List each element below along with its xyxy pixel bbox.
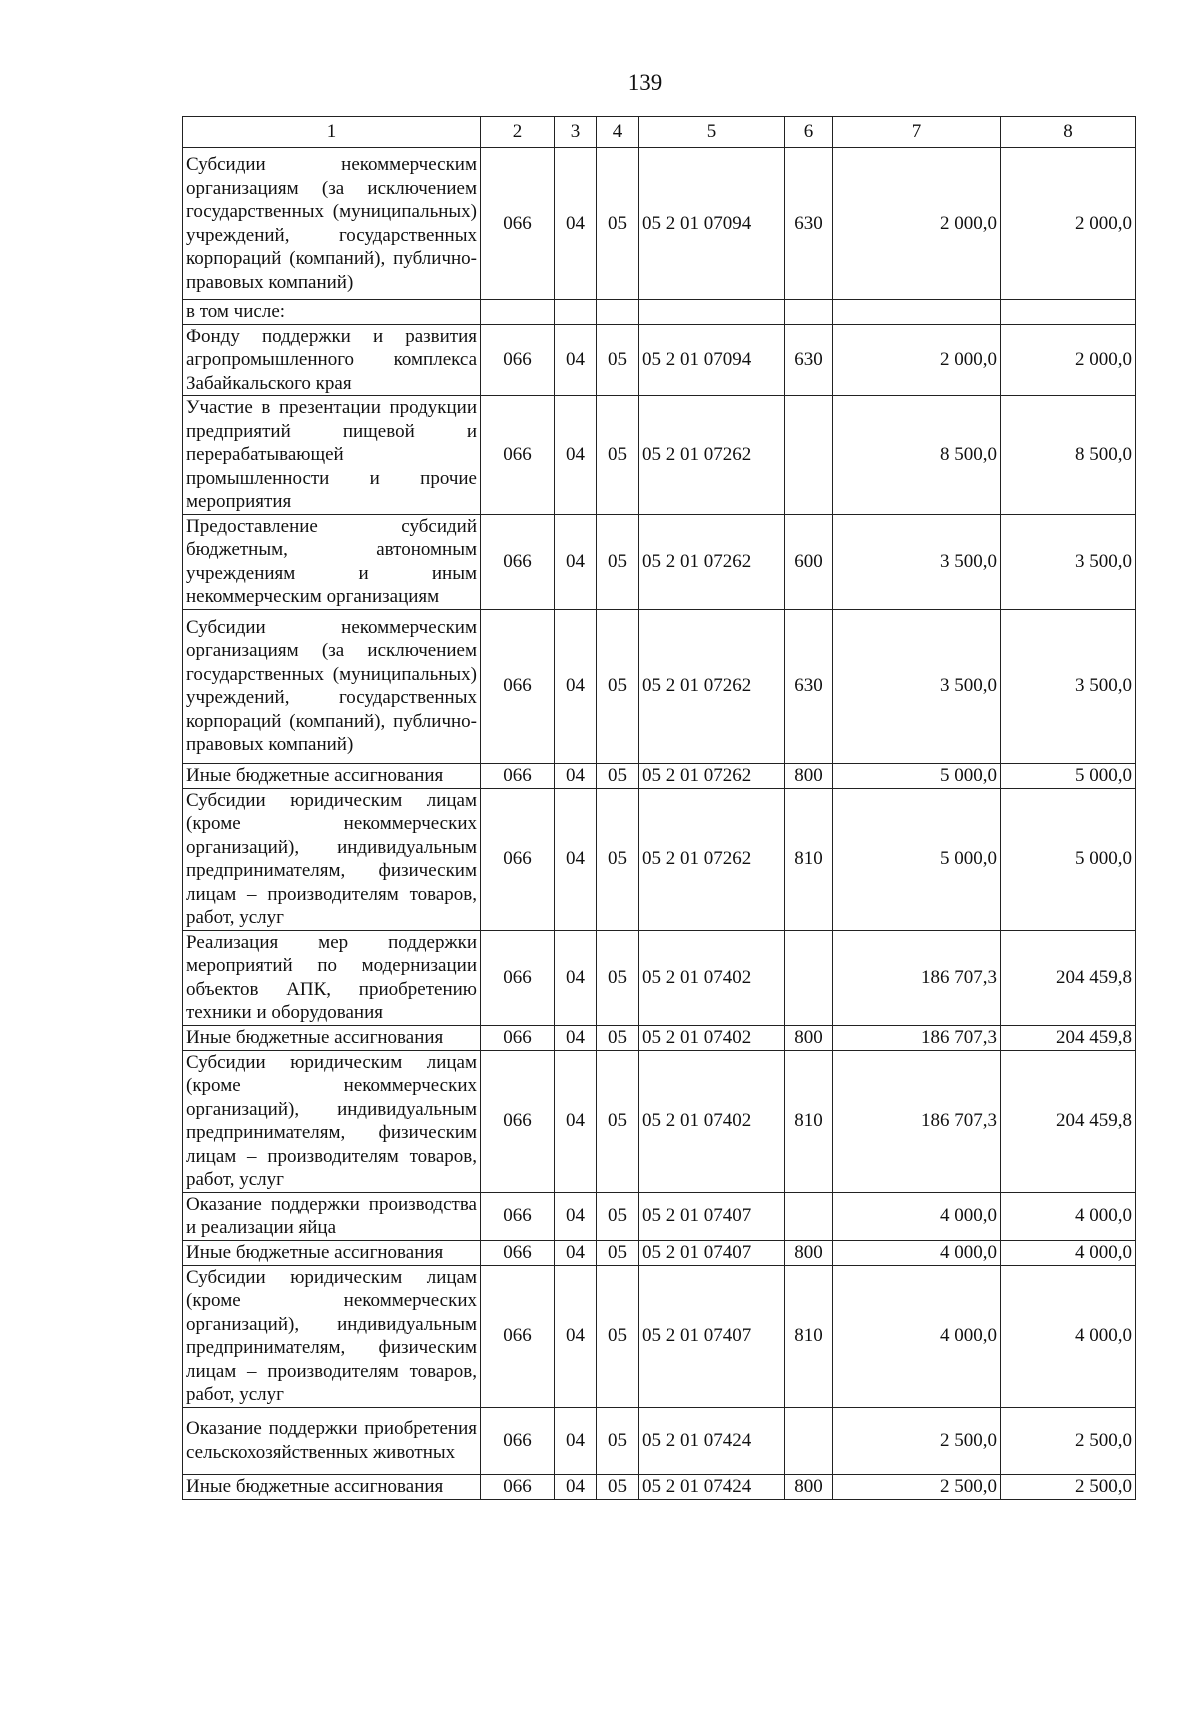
table-row xyxy=(183,324,1136,396)
cell-subsection: 05 xyxy=(597,148,639,300)
cell-target-article: 05 2 01 07094 xyxy=(639,324,785,396)
cell-section: 04 xyxy=(555,1050,597,1192)
cell-section: 04 xyxy=(555,324,597,396)
cell-ministry-code: 066 xyxy=(481,930,555,1025)
table-row xyxy=(183,396,1136,515)
cell-amount-year-2: 4 000,0 xyxy=(1001,1192,1136,1240)
table-row xyxy=(183,609,1136,763)
row-description: Субсидии некоммерческим организациям (за исключением государственных (муниципальных) учреждений, государственных корпораций (компаний), публично-правовых компаний) xyxy=(183,148,481,300)
table-row xyxy=(183,930,1136,1025)
column-header: 4 xyxy=(597,117,639,148)
row-description: Субсидии юридическим лицам (кроме некоммерческих организаций), индивидуальным предпринимателям, физическим лицам – производителям товаров, работ, услуг xyxy=(183,1265,481,1407)
table-row xyxy=(183,788,1136,930)
cell-amount-year-1: 2 500,0 xyxy=(833,1474,1001,1499)
row-description: Иные бюджетные ассигнования xyxy=(183,1240,481,1265)
cell-section: 04 xyxy=(555,763,597,788)
cell-amount-year-1: 186 707,3 xyxy=(833,1050,1001,1192)
cell-ministry-code xyxy=(481,300,555,325)
row-description: Субсидии юридическим лицам (кроме некоммерческих организаций), индивидуальным предпринимателям, физическим лицам – производителям товаров, работ, услуг xyxy=(183,1050,481,1192)
cell-ministry-code: 066 xyxy=(481,514,555,609)
cell-amount-year-2: 2 000,0 xyxy=(1001,324,1136,396)
cell-section: 04 xyxy=(555,1192,597,1240)
cell-ministry-code: 066 xyxy=(481,1407,555,1474)
cell-amount-year-1: 5 000,0 xyxy=(833,763,1001,788)
cell-expense-type: 810 xyxy=(785,1265,833,1407)
cell-target-article: 05 2 01 07402 xyxy=(639,1025,785,1050)
row-description: Иные бюджетные ассигнования xyxy=(183,763,481,788)
row-description: в том числе: xyxy=(183,300,481,325)
table-row xyxy=(183,514,1136,609)
column-header: 8 xyxy=(1001,117,1136,148)
cell-section: 04 xyxy=(555,930,597,1025)
cell-subsection: 05 xyxy=(597,609,639,763)
cell-amount-year-2: 2 500,0 xyxy=(1001,1474,1136,1499)
table-row xyxy=(183,1407,1136,1474)
row-description: Фонду поддержки и развития агропромышленного комплекса Забайкальского края xyxy=(183,324,481,396)
cell-amount-year-2: 3 500,0 xyxy=(1001,609,1136,763)
cell-subsection: 05 xyxy=(597,930,639,1025)
row-description: Субсидии некоммерческим организациям (за исключением государственных (муниципальных) учреждений, государственных корпораций (компаний), публично-правовых компаний) xyxy=(183,609,481,763)
table-row xyxy=(183,1240,1136,1265)
table-row xyxy=(183,763,1136,788)
cell-expense-type xyxy=(785,930,833,1025)
table-body xyxy=(183,148,1136,1500)
cell-amount-year-2: 204 459,8 xyxy=(1001,1050,1136,1192)
row-description: Иные бюджетные ассигнования xyxy=(183,1474,481,1499)
cell-amount-year-1: 2 000,0 xyxy=(833,148,1001,300)
cell-target-article: 05 2 01 07407 xyxy=(639,1240,785,1265)
header-row xyxy=(183,117,1136,148)
cell-section xyxy=(555,300,597,325)
cell-amount-year-1: 4 000,0 xyxy=(833,1240,1001,1265)
cell-amount-year-2: 5 000,0 xyxy=(1001,763,1136,788)
column-header: 7 xyxy=(833,117,1001,148)
row-description: Оказание поддержки производства и реализации яйца xyxy=(183,1192,481,1240)
cell-target-article: 05 2 01 07262 xyxy=(639,788,785,930)
cell-section: 04 xyxy=(555,148,597,300)
cell-ministry-code: 066 xyxy=(481,1192,555,1240)
cell-amount-year-2: 4 000,0 xyxy=(1001,1240,1136,1265)
cell-subsection: 05 xyxy=(597,1407,639,1474)
cell-subsection: 05 xyxy=(597,788,639,930)
row-description: Субсидии юридическим лицам (кроме некоммерческих организаций), индивидуальным предпринимателям, физическим лицам – производителям товаров, работ, услуг xyxy=(183,788,481,930)
cell-expense-type xyxy=(785,1192,833,1240)
page-number: 139 xyxy=(627,70,663,95)
cell-expense-type: 630 xyxy=(785,324,833,396)
cell-amount-year-1: 4 000,0 xyxy=(833,1192,1001,1240)
row-description: Иные бюджетные ассигнования xyxy=(183,1025,481,1050)
cell-subsection xyxy=(597,300,639,325)
cell-subsection: 05 xyxy=(597,1265,639,1407)
cell-subsection: 05 xyxy=(597,1240,639,1265)
column-header: 1 xyxy=(183,117,481,148)
cell-subsection: 05 xyxy=(597,763,639,788)
cell-target-article: 05 2 01 07402 xyxy=(639,1050,785,1192)
cell-target-article: 05 2 01 07262 xyxy=(639,609,785,763)
cell-expense-type xyxy=(785,396,833,515)
row-description: Участие в презентации продукции предприятий пищевой и перерабатывающей промышленности и прочие мероприятия xyxy=(183,396,481,515)
cell-ministry-code: 066 xyxy=(481,1025,555,1050)
column-header: 6 xyxy=(785,117,833,148)
cell-expense-type: 810 xyxy=(785,788,833,930)
cell-target-article: 05 2 01 07424 xyxy=(639,1407,785,1474)
cell-subsection: 05 xyxy=(597,514,639,609)
cell-section: 04 xyxy=(555,1025,597,1050)
cell-ministry-code: 066 xyxy=(481,609,555,763)
cell-ministry-code: 066 xyxy=(481,1240,555,1265)
cell-amount-year-2: 204 459,8 xyxy=(1001,1025,1136,1050)
column-header: 2 xyxy=(481,117,555,148)
cell-subsection: 05 xyxy=(597,1025,639,1050)
cell-ministry-code: 066 xyxy=(481,1265,555,1407)
cell-target-article: 05 2 01 07407 xyxy=(639,1265,785,1407)
cell-target-article: 05 2 01 07424 xyxy=(639,1474,785,1499)
cell-target-article: 05 2 01 07262 xyxy=(639,763,785,788)
cell-expense-type: 800 xyxy=(785,1474,833,1499)
cell-ministry-code: 066 xyxy=(481,1474,555,1499)
cell-amount-year-1: 8 500,0 xyxy=(833,396,1001,515)
cell-amount-year-1: 4 000,0 xyxy=(833,1265,1001,1407)
cell-amount-year-1: 2 500,0 xyxy=(833,1407,1001,1474)
cell-ministry-code: 066 xyxy=(481,1050,555,1192)
cell-ministry-code: 066 xyxy=(481,324,555,396)
cell-amount-year-1: 3 500,0 xyxy=(833,514,1001,609)
cell-section: 04 xyxy=(555,514,597,609)
cell-amount-year-2 xyxy=(1001,300,1136,325)
table-row xyxy=(183,1050,1136,1192)
cell-target-article: 05 2 01 07407 xyxy=(639,1192,785,1240)
cell-amount-year-1: 3 500,0 xyxy=(833,609,1001,763)
table-row xyxy=(183,1474,1136,1499)
cell-expense-type xyxy=(785,1407,833,1474)
cell-target-article xyxy=(639,300,785,325)
table-row xyxy=(183,1265,1136,1407)
cell-section: 04 xyxy=(555,396,597,515)
row-description: Предоставление субсидий бюджетным, автономным учреждениям и иным некоммерческим организациям xyxy=(183,514,481,609)
cell-amount-year-2: 4 000,0 xyxy=(1001,1265,1136,1407)
table-row xyxy=(183,1025,1136,1050)
cell-expense-type: 600 xyxy=(785,514,833,609)
cell-expense-type xyxy=(785,300,833,325)
cell-target-article: 05 2 01 07402 xyxy=(639,930,785,1025)
cell-subsection: 05 xyxy=(597,396,639,515)
cell-amount-year-2: 3 500,0 xyxy=(1001,514,1136,609)
cell-amount-year-1: 5 000,0 xyxy=(833,788,1001,930)
cell-amount-year-2: 2 000,0 xyxy=(1001,148,1136,300)
cell-ministry-code: 066 xyxy=(481,763,555,788)
cell-amount-year-1: 2 000,0 xyxy=(833,324,1001,396)
cell-amount-year-2: 2 500,0 xyxy=(1001,1407,1136,1474)
cell-ministry-code: 066 xyxy=(481,148,555,300)
row-description: Реализация мер поддержки мероприятий по модернизации объектов АПК, приобретению техники и оборудования xyxy=(183,930,481,1025)
cell-expense-type: 810 xyxy=(785,1050,833,1192)
cell-amount-year-1: 186 707,3 xyxy=(833,930,1001,1025)
cell-amount-year-2: 5 000,0 xyxy=(1001,788,1136,930)
cell-target-article: 05 2 01 07094 xyxy=(639,148,785,300)
column-header: 3 xyxy=(555,117,597,148)
table-row xyxy=(183,1192,1136,1240)
cell-subsection: 05 xyxy=(597,1474,639,1499)
cell-ministry-code: 066 xyxy=(481,396,555,515)
cell-expense-type: 800 xyxy=(785,1025,833,1050)
cell-expense-type: 800 xyxy=(785,763,833,788)
cell-section: 04 xyxy=(555,1265,597,1407)
cell-target-article: 05 2 01 07262 xyxy=(639,396,785,515)
cell-expense-type: 630 xyxy=(785,609,833,763)
cell-subsection: 05 xyxy=(597,1192,639,1240)
cell-section: 04 xyxy=(555,1474,597,1499)
cell-expense-type: 800 xyxy=(785,1240,833,1265)
cell-section: 04 xyxy=(555,1407,597,1474)
cell-ministry-code: 066 xyxy=(481,788,555,930)
cell-amount-year-2: 8 500,0 xyxy=(1001,396,1136,515)
cell-amount-year-1 xyxy=(833,300,1001,325)
cell-amount-year-1: 186 707,3 xyxy=(833,1025,1001,1050)
cell-amount-year-2: 204 459,8 xyxy=(1001,930,1136,1025)
column-header: 5 xyxy=(639,117,785,148)
table-row xyxy=(183,300,1136,325)
cell-section: 04 xyxy=(555,609,597,763)
cell-expense-type: 630 xyxy=(785,148,833,300)
cell-section: 04 xyxy=(555,788,597,930)
cell-section: 04 xyxy=(555,1240,597,1265)
cell-target-article: 05 2 01 07262 xyxy=(639,514,785,609)
budget-table xyxy=(182,116,1136,1500)
table-row xyxy=(183,148,1136,300)
cell-subsection: 05 xyxy=(597,1050,639,1192)
cell-subsection: 05 xyxy=(597,324,639,396)
row-description: Оказание поддержки приобретения сельскохозяйственных животных xyxy=(183,1407,481,1474)
